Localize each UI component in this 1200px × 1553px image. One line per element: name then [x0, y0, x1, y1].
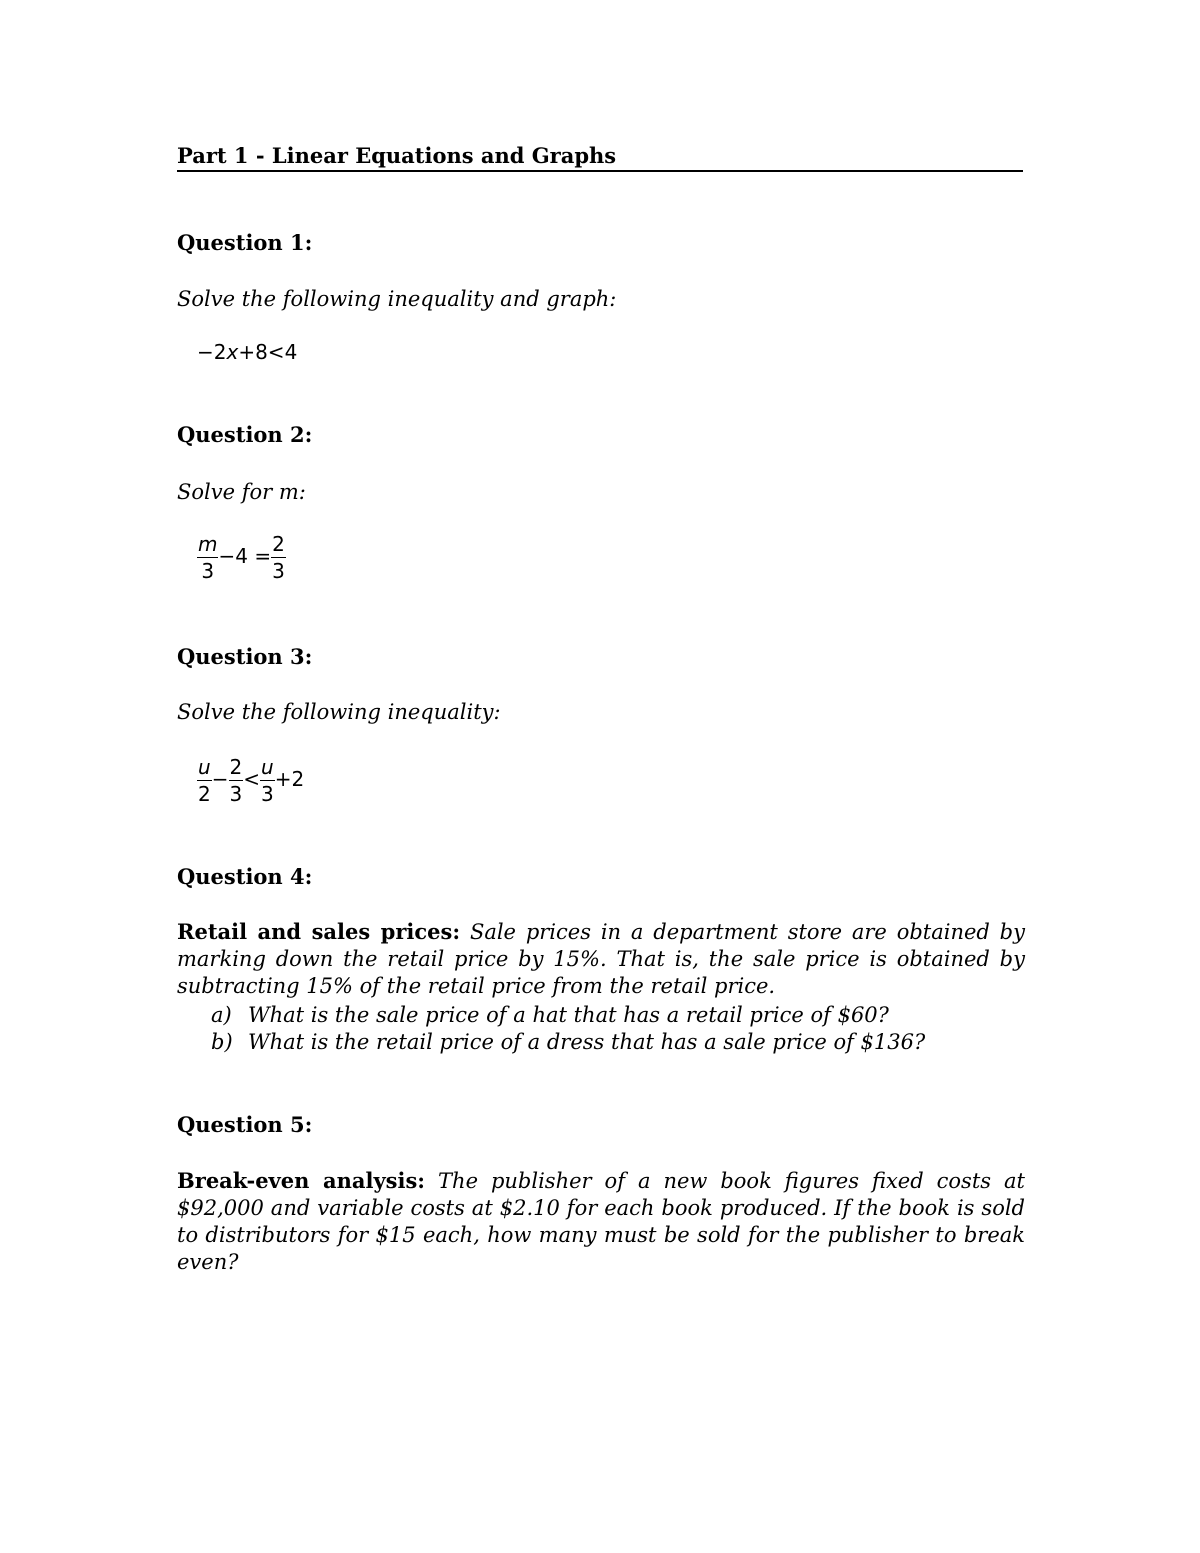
question-4-item-a	[211, 1002, 889, 1029]
question-4-title: Question 4:	[177, 864, 313, 889]
item-label: a)	[211, 1003, 232, 1027]
denominator: 3	[229, 782, 243, 806]
question-1-instruction: Solve the following inequality and graph:	[177, 287, 617, 311]
fraction	[197, 531, 218, 584]
question-4-item-b	[211, 1029, 925, 1056]
part-heading: Part 1 - Linear Equations and Graphs	[177, 142, 1023, 172]
problem-body: Sale prices in a department store are obtained by marking down the retail price by 15%. That is, the sale price is obtained by subtracting 15% of the retail price from the retail price.	[177, 920, 1025, 998]
question-5-title: Question 5:	[177, 1112, 313, 1137]
fraction	[197, 754, 212, 807]
denominator: 3	[201, 559, 215, 583]
item-text: What is the retail price of a dress that has a sale price of $136?	[248, 1030, 926, 1054]
question-5-problem	[177, 1167, 1025, 1276]
eq-part: −4 =	[218, 544, 272, 568]
denominator: 3	[272, 559, 285, 583]
item-label: b)	[211, 1030, 233, 1054]
eq-variable: x	[226, 340, 239, 364]
eq-part: −2	[197, 340, 227, 364]
eq-part: −	[211, 767, 229, 791]
question-3-title: Question 3:	[177, 644, 313, 669]
numerator: 2	[272, 532, 285, 556]
problem-lead: Retail and sales prices:	[177, 919, 461, 944]
numerator: m	[198, 532, 218, 556]
fraction	[229, 754, 244, 807]
question-1-title: Question 1:	[177, 230, 313, 255]
eq-part: +2	[274, 767, 305, 791]
problem-body: The publisher of a new book figures fixed costs at $92,000 and variable costs at $2.10 for each book produced. If the book is sold to distributors for $15 each, how many must be sold for the publisher to break even?	[177, 1169, 1025, 1274]
denominator: 2	[198, 782, 211, 806]
item-text: What is the sale price of a hat that has a retail price of $60?	[248, 1003, 889, 1027]
numerator: u	[261, 755, 274, 779]
question-2-equation	[197, 531, 286, 584]
question-1-equation	[197, 338, 297, 366]
fraction	[271, 531, 286, 584]
question-3-equation	[197, 754, 304, 807]
problem-lead: Break-even analysis:	[177, 1168, 426, 1193]
numerator: 2	[229, 755, 243, 779]
question-2-title: Question 2:	[177, 422, 313, 447]
question-4-problem	[177, 918, 1025, 1000]
numerator: u	[198, 755, 211, 779]
question-3-instruction: Solve the following inequality:	[177, 700, 501, 724]
eq-part: <	[243, 767, 260, 791]
fraction	[260, 754, 275, 807]
eq-part: +8<4	[238, 340, 298, 364]
denominator: 3	[261, 782, 274, 806]
question-2-instruction: Solve for m:	[177, 480, 306, 504]
